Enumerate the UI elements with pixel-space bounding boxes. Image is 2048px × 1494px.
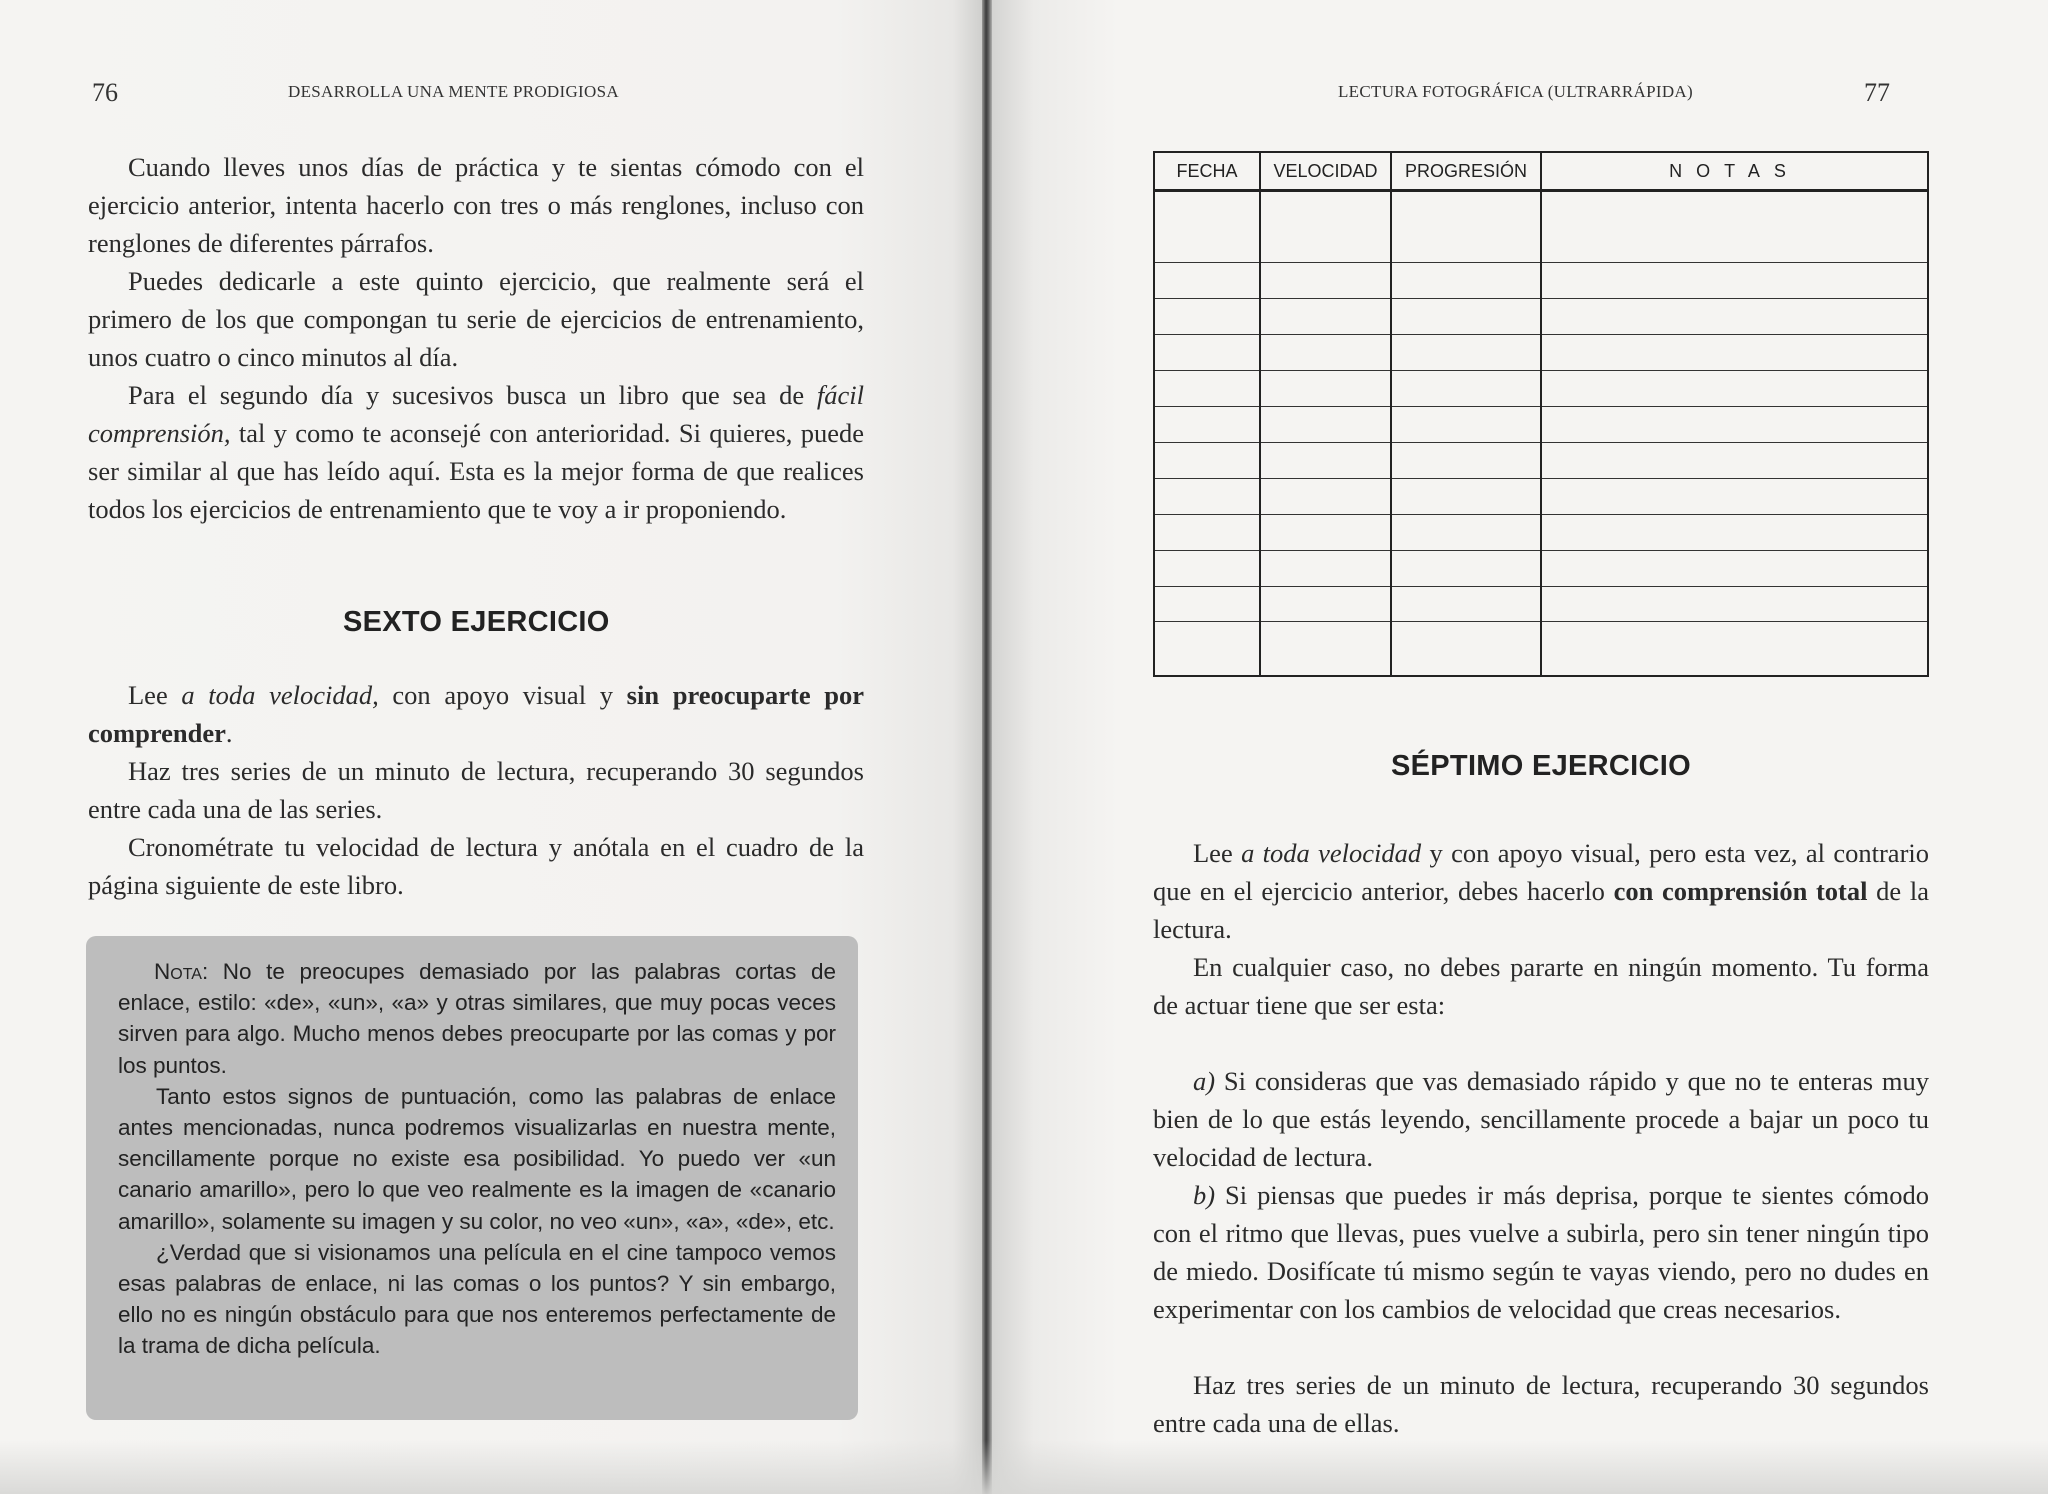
table-cell [1154, 262, 1260, 298]
table-cell [1541, 478, 1928, 514]
column-header-velocidad: VELOCIDAD [1260, 152, 1391, 191]
table-cell [1260, 442, 1391, 478]
paragraph: Haz tres series de un minuto de lectura, recuperando 30 segundos entre cada una de las series. [88, 756, 864, 824]
table-cell [1260, 334, 1391, 370]
table-row [1154, 406, 1928, 442]
table-cell [1260, 586, 1391, 622]
table-cell [1260, 298, 1391, 334]
table-cell [1154, 550, 1260, 586]
table-cell [1260, 550, 1391, 586]
table-cell [1391, 550, 1541, 586]
page-number: 76 [92, 78, 118, 107]
table-row [1154, 550, 1928, 586]
table-cell [1154, 586, 1260, 622]
table-cell [1391, 262, 1541, 298]
running-head: DESARROLLA UNA MENTE PRODIGIOSA [288, 82, 619, 101]
table-cell [1154, 191, 1260, 263]
table-cell [1154, 406, 1260, 442]
table-cell [1541, 262, 1928, 298]
table-row [1154, 191, 1928, 263]
paragraph: En cualquier caso, no debes pararte en ningún momento. Tu forma de actuar tiene que ser esta: [1153, 952, 1929, 1020]
table-cell [1541, 191, 1928, 263]
table-cell [1541, 370, 1928, 406]
running-head: LECTURA FOTOGRÁFICA (ULTRARRÁPIDA) [1338, 82, 1693, 101]
table-header-row [1154, 152, 1928, 191]
table-cell [1391, 586, 1541, 622]
table-cell [1260, 478, 1391, 514]
table-cell [1154, 478, 1260, 514]
table-cell [1541, 514, 1928, 550]
table-cell [1391, 191, 1541, 263]
table-cell [1260, 622, 1391, 676]
page-bottom-shadow [0, 1440, 2048, 1494]
note-paragraph: Tanto estos signos de puntuación, como las palabras de enlace antes mencionadas, nunca podremos visualizarlas en nuestra mente, sencillamente porque no existe esa posibilidad. Yo puedo ver «un canario amarillo», pero lo que veo realmente es la imagen de «canario amarillo», solamente su imagen y su color, no veo «un», «a», «de», etc. [118, 1083, 836, 1234]
table-cell [1154, 514, 1260, 550]
paragraph: Haz tres series de un minuto de lectura, recuperando 30 segundos entre cada una de ellas. [1153, 1370, 1929, 1438]
table-cell [1391, 298, 1541, 334]
table-cell [1391, 514, 1541, 550]
table-cell [1154, 622, 1260, 676]
table-cell [1260, 262, 1391, 298]
table-row [1154, 370, 1928, 406]
table-cell [1541, 442, 1928, 478]
paragraph: Para el segundo día y sucesivos busca un libro que sea de fácil comprensión, tal y como te aconsejé con anterioridad. Si quieres, puede ser similar al que has leído aquí. Esta es la mejor forma de que realices todos los ejercicios de entrenamiento que te voy a ir proponiendo. [88, 380, 864, 524]
table-cell [1541, 550, 1928, 586]
italic-phrase: a toda velocidad [1241, 838, 1422, 868]
paragraph: Cuando lleves unos días de práctica y te sientas cómodo con el ejercicio anterior, intenta hacerlo con tres o más renglones, incluso con renglones de diferentes párrafos. [88, 152, 864, 258]
table-row [1154, 514, 1928, 550]
exercise-text [1153, 834, 1929, 1442]
left-page [0, 0, 982, 1494]
table-cell [1260, 514, 1391, 550]
table-cell [1154, 370, 1260, 406]
bold-phrase: sin preocuparte por comprender [88, 680, 865, 748]
list-item-a: a) Si consideras que vas demasiado rápido y que no te enteras muy bien de lo que estás leyendo, sencillamente procede a bajar un poco tu velocidad de lectura. [1153, 1066, 1929, 1172]
table-cell [1391, 622, 1541, 676]
paragraph: Cronométrate tu velocidad de lectura y anótala en el cuadro de la página siguiente de este libro. [88, 832, 864, 900]
exercise-text [88, 676, 864, 904]
section-title: SÉPTIMO EJERCICIO [1391, 750, 1691, 782]
table-row [1154, 586, 1928, 622]
table-cell [1541, 334, 1928, 370]
table-row [1154, 262, 1928, 298]
note-paragraph: ¿Verdad que si visionamos una película en el cine tampoco vemos esas palabras de enlace, ni las comas o los puntos? Y sin embargo, ello no es ningún obstáculo para que nos enteremos perfectamente de la trama de dicha película. [118, 1239, 836, 1359]
table-cell [1391, 442, 1541, 478]
note-box [86, 936, 858, 1420]
table-cell [1541, 298, 1928, 334]
table-cell [1391, 406, 1541, 442]
table-cell [1541, 586, 1928, 622]
table-row [1154, 442, 1928, 478]
table-cell [1541, 406, 1928, 442]
table-cell [1154, 334, 1260, 370]
note-label: Nota: [154, 959, 209, 984]
note-paragraph: Nota: No te preocupes demasiado por las palabras cortas de enlace, estilo: «de», «un», «a» y otras similares, que muy pocas veces sirven para algo. Mucho menos debes preocuparte por las comas y por los puntos. [118, 959, 836, 1078]
page-number: 77 [1864, 78, 1890, 107]
book-spine [982, 0, 992, 1494]
paragraph: Puedes dedicarle a este quinto ejercicio, que realmente será el primero de los que compongan tu serie de ejercicios de entrenamiento, unos cuatro o cinco minutos al día. [88, 266, 864, 372]
table-row [1154, 478, 1928, 514]
table-cell [1541, 622, 1928, 676]
table-cell [1154, 442, 1260, 478]
table-cell [1391, 370, 1541, 406]
table-cell [1391, 478, 1541, 514]
table-row [1154, 298, 1928, 334]
table-body [1154, 191, 1928, 677]
bold-phrase: con comprensión total [1613, 876, 1868, 906]
section-title: SEXTO EJERCICIO [343, 606, 610, 638]
table-row [1154, 334, 1928, 370]
table-cell [1260, 191, 1391, 263]
column-header-fecha: FECHA [1154, 152, 1260, 191]
table-cell [1260, 406, 1391, 442]
column-header-progresion: PROGRESIÓN [1391, 152, 1541, 191]
table-cell [1260, 370, 1391, 406]
table-cell [1391, 334, 1541, 370]
list-item-b: b) Si piensas que puedes ir más deprisa, porque te sientes cómodo con el ritmo que llevas, pues vuelve a subirla, pero sin tener ningún tipo de miedo. Dosifícate tú mismo según te vayas viendo, pero no dudes en experimentar con los cambios de velocidad que creas necesarios. [1153, 1180, 1929, 1324]
column-header-notas: NOTAS [1541, 152, 1928, 191]
intro-text [88, 148, 864, 528]
paragraph: Lee a toda velocidad, con apoyo visual y sin preocuparte por comprender. [88, 680, 865, 748]
reading-log-table [1153, 151, 1929, 677]
table-row [1154, 622, 1928, 676]
italic-phrase: fácil comprensión, [88, 380, 864, 448]
table-cell [1154, 298, 1260, 334]
paragraph: Lee a toda velocidad y con apoyo visual, pero esta vez, al contrario que en el ejercicio anterior, debes hacerlo con comprensión total de la lectura. [1153, 838, 1930, 944]
